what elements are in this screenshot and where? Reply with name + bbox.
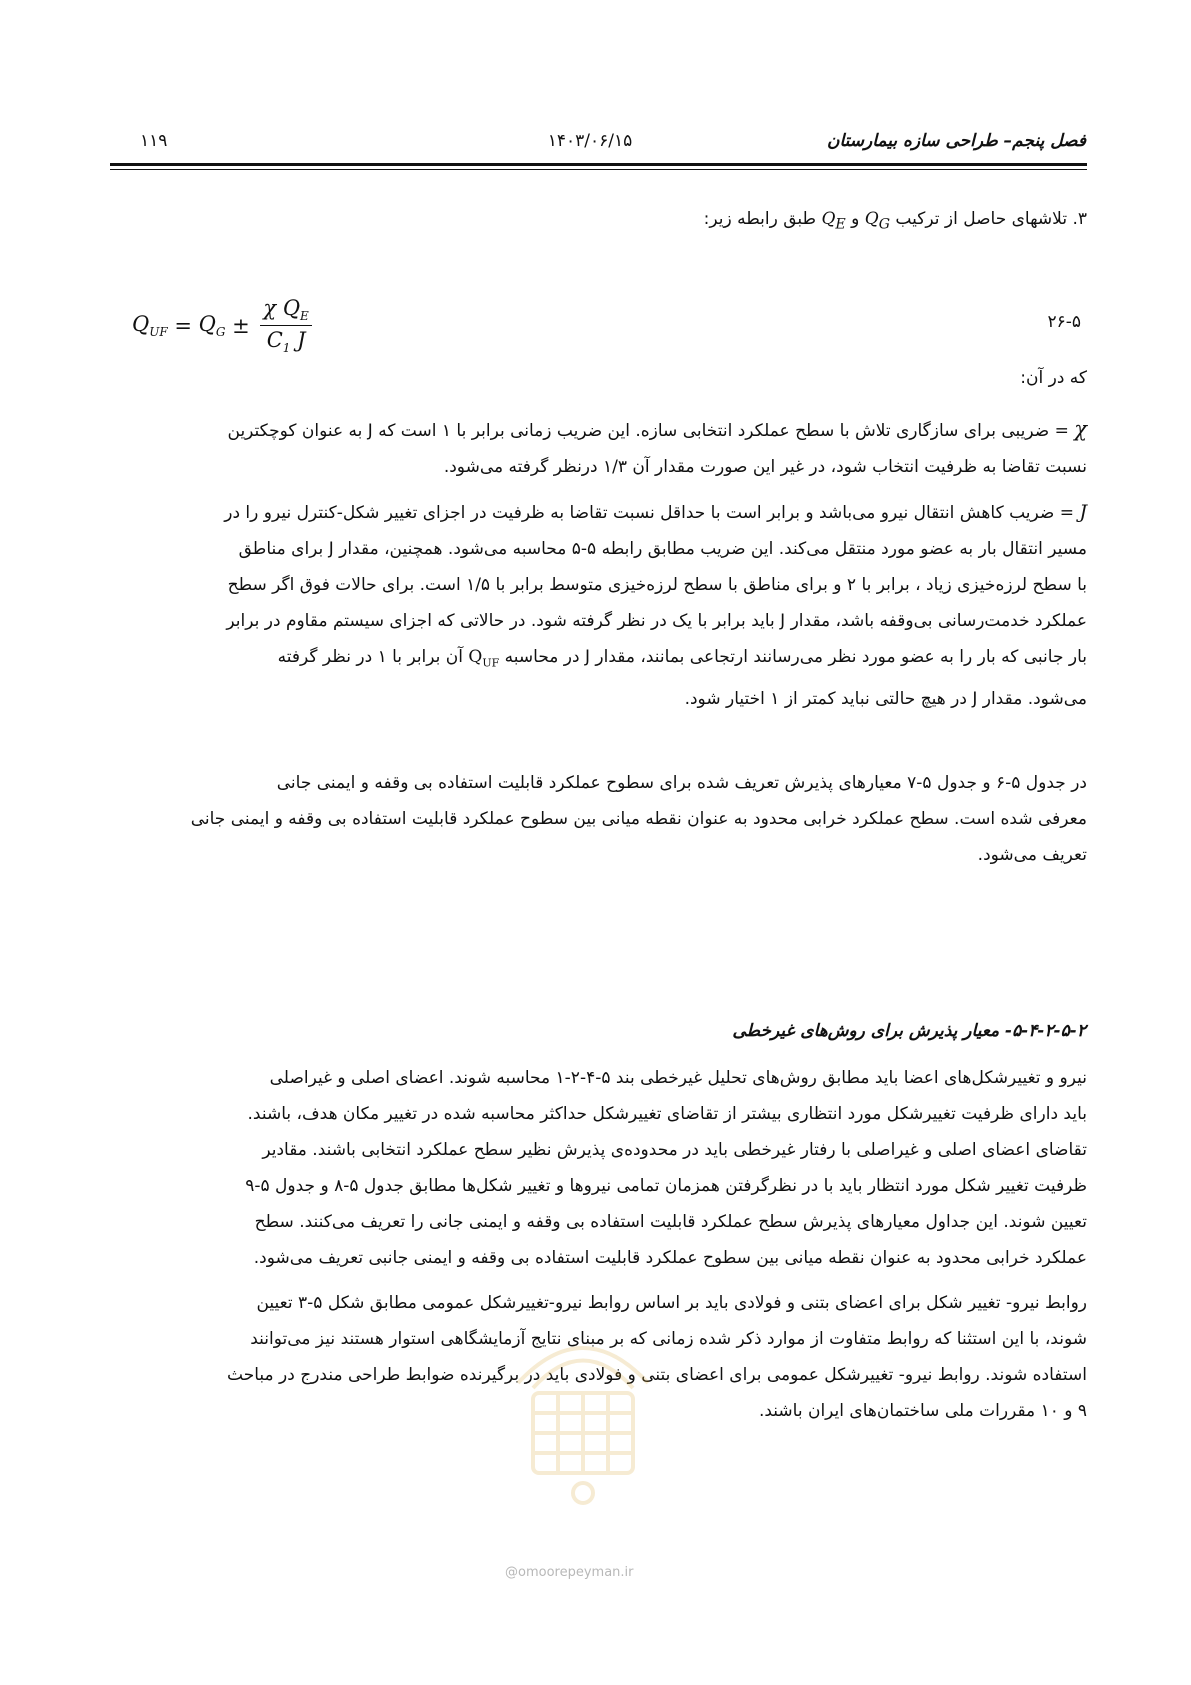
qg-symbol: Q (864, 209, 879, 229)
qe-subscript: E (835, 216, 846, 233)
j-def-line-2: مسیر انتقال بار به عضو مورد منتقل می‌کند. این ضریب مطابق رابطه ۵-۵ محاسبه می‌شود. همچنین، مقدار J برای مناطق (238, 539, 1087, 559)
eq-den-j: J (290, 328, 306, 353)
eq-plus-minus: ± (225, 313, 257, 338)
item3-qe (821, 209, 846, 233)
eq-denominator (267, 326, 306, 355)
j-def-line-4: عملکرد خدمت‌رسانی بی‌وقفه باشد، مقدار J باید برابر با یک در نظر گرفته شود. در حالاتی که اجزای سیستم مقاوم در برابر (226, 611, 1087, 631)
page-number: ۱۱۹ (140, 131, 168, 151)
header-rule-thin (110, 169, 1087, 170)
item3-connector: و (845, 209, 865, 229)
eq-fraction (260, 296, 311, 355)
chapter-title: فصل پنجم– طراحی سازه بیمارستان (826, 131, 1086, 151)
tables-line-3: تعریف می‌شود. (977, 845, 1087, 865)
j-symbol: J (1079, 501, 1087, 523)
eq-numerator (260, 296, 311, 326)
j-def-text-5a: بار جانبی که بار را به عضو مورد نظر می‌رسانند ارتجاعی بمانند، مقدار J در محاسبه (499, 647, 1087, 667)
j-def-text-5b: آن برابر با ۱ در نظر گرفته (277, 647, 469, 667)
nonlinear-line-5: تعیین شوند. این جداول معیارهای پذیرش سطح عملکرد قابلیت استفاده بی وقفه و ایمنی جانی را تعریف می‌کنند. سطح (254, 1212, 1087, 1232)
eq-qg-subscript: G (215, 325, 226, 340)
chi-def-text-1: = ضریبی برای سازگاری تلاش با سطح عملکرد انتخابی سازه. این ضریب زمانی برابر با ۱ است که J به عنوان کوچکترین (227, 421, 1075, 441)
tables-line-2: معرفی شده است. سطح عملکرد خرابی محدود به عنوان نقطه میانی بین سطوح عملکرد قابلیت استفاده بی وقفه و ایمنی جانی (190, 809, 1087, 829)
chi-def-line-1 (112, 411, 1087, 449)
list-item-3 (112, 205, 1087, 238)
watermark-url: @omoorepeyman.ir (505, 1565, 634, 1580)
nonlinear-line-6: عملکرد خرابی محدود به عنوان نقطه میانی بین سطوح عملکرد قابلیت استفاده بی وقفه و ایمنی جانبی تعریف می‌شود. (253, 1248, 1087, 1268)
header-date: ۱۴۰۳/۰۶/۱۵ (547, 131, 633, 151)
relations-line-1: روابط نیرو- تغییر شکل برای اعضای بتنی و فولادی باید بر اساس روابط نیرو-تغییرشکل عمومی مطابق شکل ۵-۳ تعیین (256, 1293, 1087, 1313)
tables-line-1: در جدول ۵-۶ و جدول ۵-۷ معیارهای پذیرش تعریف شده برای سطوح عملکرد قابلیت استفاده بی وقفه و ایمنی جانی (276, 773, 1087, 793)
qg-subscript: G (878, 216, 891, 233)
eq-qg-symbol: Q (198, 312, 216, 337)
header-rule-thick (110, 163, 1087, 166)
eq-chi: χ (263, 296, 277, 320)
nonlinear-line-1: نیرو و تغییرشکل‌های اعضا باید مطابق روش‌های تحلیل غیرخطی بند ۵-۴-۲-۱ محاسبه شوند. اعضای اصلی و غیراصلی (269, 1068, 1087, 1088)
chi-def-line-2: نسبت تقاضا به ظرفیت انتخاب شود، در غیر این صورت مقدار آن ۱/۳ درنظر گرفته می‌شود. (443, 457, 1087, 477)
eq-den-c-subscript: 1 (282, 341, 291, 356)
eq-num-q: Q (282, 296, 301, 320)
relations-line-4: ۹ و ۱۰ مقررات ملی ساختمان‌های ایران باشند. (758, 1401, 1087, 1421)
eq-lhs-symbol: Q (132, 312, 150, 337)
chi-symbol: χ (1074, 417, 1087, 441)
j-def-line-5 (112, 639, 1087, 681)
eq-lhs (132, 312, 168, 339)
j-def-text-1: = ضریب کاهش انتقال نیرو می‌باشد و برابر است با حداقل نسبت تقاضا به ظرفیت در اجزای تغییر شکل-کنترل نیرو را در (224, 503, 1080, 523)
q-uf-symbol: Q (468, 647, 483, 667)
eq-den-c: C (266, 328, 283, 353)
tables-paragraph (112, 765, 1087, 873)
j-def-line-3: با سطح لرزه‌خیزی زیاد ، برابر با ۲ و برای مناطق با سطح لرزه‌خیزی متوسط برابر با ۱/۵ است. برای حالات فوق اگر سطح (227, 575, 1087, 595)
equation-number: ۲۶-۵ (1047, 312, 1081, 332)
nonlinear-line-2: باید دارای ظرفیت تغییرشکل مورد انتظاری بیشتر از تقاضای تغییرشکل حداکثر محاسبه شده در تغییر مکان هدف، باشند. (247, 1104, 1087, 1124)
j-def-line-6: می‌شود. مقدار J در هیچ حالتی نباید کمتر از ۱ اختیار شود. (684, 689, 1087, 710)
eq-lhs-subscript: UF (149, 325, 168, 340)
chi-definition (112, 411, 1087, 485)
eq-num-q-subscript: E (300, 309, 309, 324)
relations-line-2: شوند، با این استثنا که روابط متفاوت از موارد ذکر شده زمانی که بر مبنای نتایج آزمایشگاهی استوار هستند نیز می‌توانند (250, 1329, 1087, 1349)
qe-symbol: Q (821, 209, 836, 229)
item3-qg (864, 209, 891, 233)
nonlinear-line-3: تقاضای اعضای اصلی و غیراصلی با رفتار غیرخطی باید در محدوده‌ی پذیرش نظیر سطح عملکرد انتخابی باشند. مقادیر (262, 1140, 1087, 1160)
q-uf-subscript: UF (482, 656, 500, 670)
j-definition (112, 494, 1087, 717)
item3-prefix: ۳. تلاشهای حاصل از ترکیب (890, 209, 1087, 229)
j-def-line-1 (112, 494, 1087, 531)
eq-qg (199, 312, 226, 339)
eq-equals: = (167, 313, 199, 338)
equation-26-5 (132, 296, 312, 355)
item3-suffix: طبق رابطه زیر: (703, 209, 822, 229)
nonlinear-line-4: ظرفیت تغییر شکل مورد انتظار باید با در نظرگرفتن همزمان تمامی نیروها و تغییر شکل‌ها مطابق جدول ۵-۸ و جدول ۵-۹ (245, 1176, 1087, 1196)
relations-line-3: استفاده شوند. روابط نیرو- تغییرشکل عمومی برای اعضای بتنی و فولادی باید در برگیرنده ضوابط طراحی مندرج در مباحث (227, 1365, 1087, 1385)
q-uf-inline (468, 647, 500, 670)
section-heading: ۵-۴-۲-۵-۲- معیار پذیرش برای روش‌های غیرخطی (732, 1021, 1086, 1041)
nonlinear-paragraph (112, 1060, 1087, 1276)
watermark-seal-icon (498, 1308, 668, 1508)
where-label: که در آن: (1020, 368, 1087, 388)
